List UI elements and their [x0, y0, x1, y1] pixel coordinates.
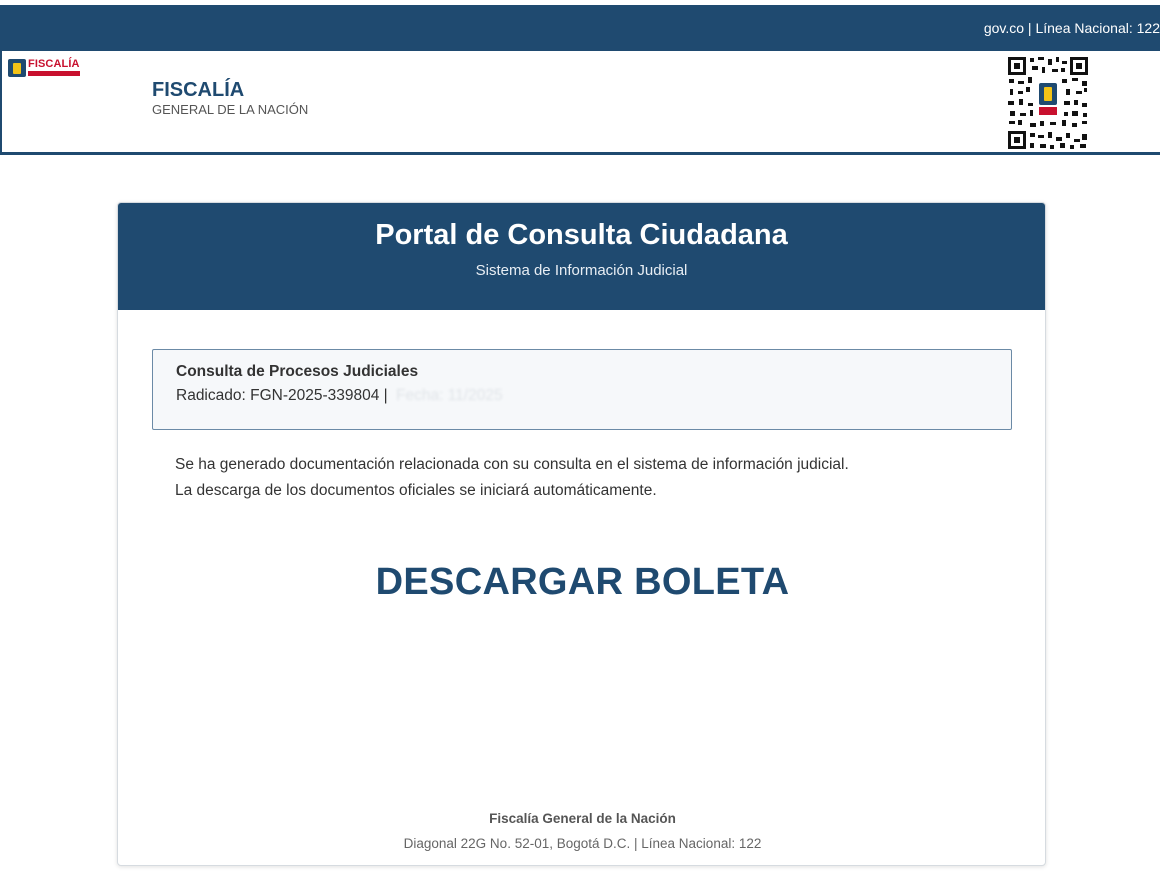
notice-message — [175, 452, 849, 504]
case-info-title: Consulta de Procesos Judiciales — [176, 363, 419, 380]
case-info-line — [176, 386, 1011, 406]
top-bar — [0, 5, 1160, 51]
card-header — [118, 203, 1045, 310]
footer-address: Diagonal 22G No. 52-01, Bogotá D.C. | Línea Nacional: 122 — [403, 836, 762, 851]
card-subtitle: Sistema de Información Judicial — [475, 262, 688, 279]
card-title: Portal de Consulta Ciudadana — [375, 219, 788, 251]
brand — [152, 79, 308, 118]
consultation-card — [117, 202, 1046, 866]
brand-name: FISCALÍA — [152, 79, 245, 101]
small-logo-bar — [28, 71, 80, 76]
topbar-gov-link[interactable]: gov.co | Línea Nacional: 122 — [983, 20, 1160, 36]
site-header — [0, 51, 1160, 155]
notice-line-1: Se ha generado documentación relacionada con su consulta en el sistema de información judicial. — [175, 456, 849, 473]
case-date-blurred: Fecha: 11/2025 — [396, 387, 503, 404]
small-logo-text: FISCALÍA — [28, 58, 80, 70]
header-edge — [0, 51, 2, 155]
card-footer — [118, 810, 1046, 853]
shield-icon — [8, 59, 26, 77]
brand-subtitle: GENERAL DE LA NACIÓN — [152, 102, 309, 117]
download-ticket-button[interactable]: DESCARGAR BOLETA — [118, 561, 1046, 604]
small-logo[interactable] — [8, 59, 80, 77]
case-number: Radicado: FGN-2025-339804 | — [176, 387, 388, 404]
qr-code-icon — [1006, 55, 1090, 151]
case-info-box — [152, 349, 1012, 430]
footer-title: Fiscalía General de la Nación — [489, 811, 676, 826]
notice-line-2: La descarga de los documentos oficiales se iniciará automáticamente. — [175, 482, 657, 499]
